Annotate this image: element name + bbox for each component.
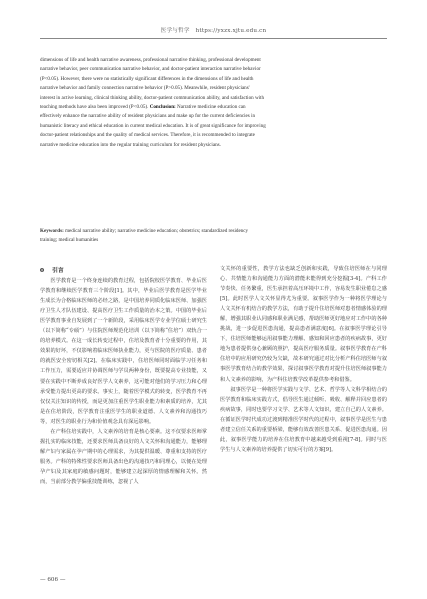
abstract-line: dimensions of life and health narrative awareness, professional narrative thinking, professional development (40, 57, 261, 63)
abstract-line: (P<0.05). However, there were no statistically significant differences in the dimensions of life and health (40, 75, 254, 82)
right-column (220, 264, 387, 455)
abstract-block (40, 56, 387, 150)
keywords-line: training; medical humanities (40, 237, 99, 244)
left-column (40, 266, 207, 487)
abstract-line: narrative medicine education into the regular training curriculum for resident physicians. (40, 141, 221, 148)
abstract-line: narrative behavior, peer communication narrative behavior, and doctor-patient interaction narrative behavior (40, 66, 261, 73)
abstract-line: doctor-patient relationships and the quality of medical services. Therefore, it is recommended to integrate (40, 132, 255, 139)
abstract-line (40, 103, 387, 112)
conclusion-label: Conclusion: (149, 104, 176, 111)
keywords-label: Keywords: (40, 228, 64, 234)
keywords-text: medical narrative ability; narrative medicine education; obstetrics; standardized residency (65, 228, 249, 234)
body-paragraph: 在产科住培实践中，人文素养的培育是核心要素。这不仅要求医师掌握扎实的临床技能，还要求医师具备良好的人文关怀和沟通能力，能够理解产妇与家属在孕产期中的心理需求，为其提供温暖、尊重和支持的医疗服务。产科的特殊性要求医师具备出色的沟通技巧和同理心，以便在处理孕产妇及其家庭的敏感问题时，能够建立起深厚的情感理解和关怀。然而，当前部分教学偏重技能训练，忽视了人 (40, 428, 207, 485)
body-paragraph: 叙事医学是一种将医学实践与文学、艺术、哲学等人文科学相结合的医学教育和临床实践方式，倡导医生通过倾听、吸收、解释并回应患者的疾病故事，同时也要学习文学、艺术等人文知识，建立自己的人文素养。在循证医学时代成功过渡到精准医学时代的过程中，叙事医学是医生与患者建立信任关系的重要桥梁，能够有效改善医患关系、促进医患沟通。因此，叙事医学能力的培养在住培教育中越来越受到重视[7-8]。同时与医学生与人文素养的培养提供了切实可行的方案[9]。 (220, 386, 387, 453)
page-number: — 606 — (40, 577, 66, 583)
abstract-text: Narrative medicine education can (177, 104, 246, 111)
body-paragraph: 文关怀的重要性，教学方法也缺乏创新和实践，导致住培医师在与同理心、共情能力和沟通能力方面的潜能未能得到充分挖掘[3-4]。产科工作节奏快、任务繁重，医生承担着高压环境中工作，容易发生职业倦怠之感[5]。此时医学人文关怀显得尤为重要。叙事医学作为一种将医学理论与人文关怀有机结合的教学方法，有助于提升住培医师对患者情感体验的理解，增强其职业认同感和职业满足感，帮助医师更好地应对工作中的各种挑战，进一步促进医患沟通，提高患者满意度[6]。在叙事医学理论引导下，住培医师能够运用叙事能力理解、感知和回应患者的疾病故事，更好地为患者提供身心兼顾的照护，提高医疗服务质量。叙事医学教育在产科住培中的应用研究仍较为欠缺，故本研究通过对比分析产科住培医师与叙事医学教育结合的教学效果，探讨叙事医学教育对提升住培医师叙事能力和人文素养的影响，为产科住培教学改革提供参考和借鉴。 (220, 266, 387, 383)
section-number: 0 (40, 268, 45, 274)
keywords-block (40, 227, 387, 246)
abstract-line: interest in active learning, clinical thinking ability, doctor-patient communication ability, and satisfaction with (40, 94, 265, 101)
section-title: 引言 (52, 268, 64, 274)
abstract-line: narrative behavior and family connection narrative behavior (P>0.05). Meanwhile, resident physicians' (40, 85, 250, 92)
keywords-line (40, 227, 387, 236)
header-divider (40, 38, 387, 39)
abstract-line: effectively enhance the narrative ability of resident physicians and make up for the current deficiencies in (40, 113, 256, 120)
journal-url: https://yxzx.xjtu.edu.cn (195, 28, 267, 34)
running-header (0, 26, 427, 34)
journal-name: 医学与哲学 (160, 28, 190, 34)
body-paragraph: 医学教育是一个终身连续的教育过程，包括院校医学教育、毕业后医学教育和继续医学教育三个阶段[1]。其中，毕业后医学教育是医学毕业生成长为合格临床医师的必经之路，是中国培养同质化临床医师、加强医疗卫生人才队伍建设、提高医疗卫生工作质量的治本之策。中国的毕业后医学教育事业自发展到了一个新阶段，采用临床医学专业学位硕士研究生（以下简称“专硕”）与住院医师规范化培训（以下简称“住培”）双轨合一的培养模式。在这一成长转变过程中，住培及教育者十分重要的作用，其效果的好坏，不仅影响着临床医师执业能力，更与医院的医疗质量、患者的就医安全密切相关[2]。在临床实践中，住培医师同时面临学习任务和工作压力，需要适应并协调医师与学员两种身份，既要提高专业技能，又要在实践中不断养成良好医学人文素养，这可能对他们的学习压力和心理承受能力提出更高的要求。事实上，随着医学模式的转变，医学教育不再仅仅关注知识的传授，而是更加注重医学生职业能力和素质的培养，尤其是在住培阶段，医学教育注重医学生的职业道德、人文素养和沟通技巧等，对医生的职业行为和价值观念具有深远影响。 (40, 278, 207, 425)
abstract-text: teaching methods have also been improved (P<0.05). (40, 104, 149, 111)
section-heading (40, 266, 207, 276)
abstract-line: humanistic literacy and ethical education in current medical education. It is of great significance for improving (40, 122, 266, 129)
